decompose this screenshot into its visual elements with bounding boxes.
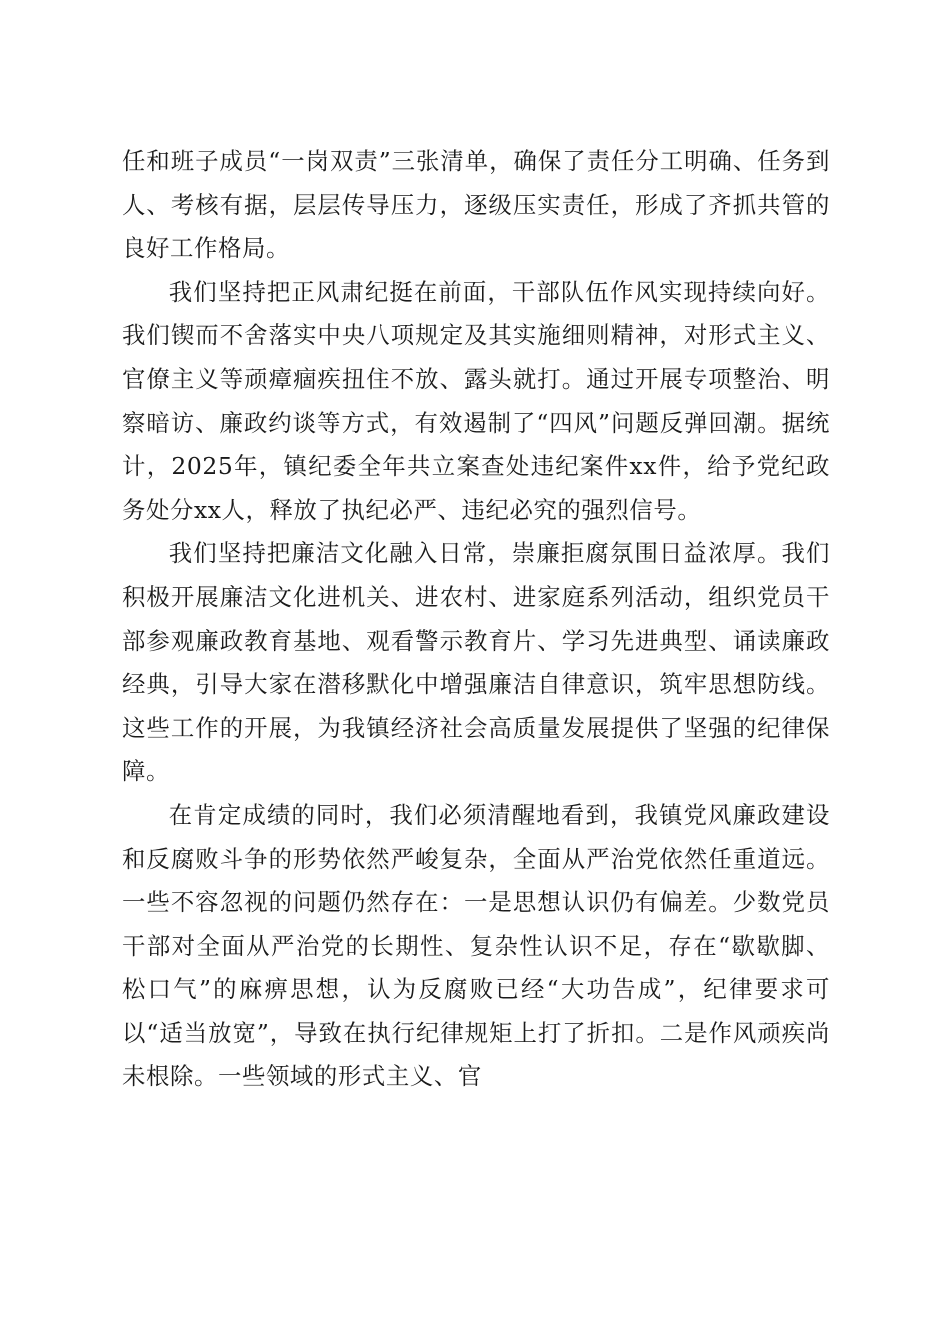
paragraph-existing-problems: 在肯定成绩的同时，我们必须清醒地看到，我镇党风廉政建设和反腐败斗争的形势依然严峻复杂，全面从严治党依然任重道远。一些不容忽视的问题仍然存在：一是思想认识仍有偏差。少数党员干部对全面从严治党的长期性、复杂性认识不足，存在“歇歇脚、松口气”的麻痹思想，认为反腐败已经“大功告成”，纪律要求可以“适当放宽”，导致在执行纪律规矩上打了折扣。二是作风顽疾尚未根除。一些领域的形式主义、官 xyxy=(122,800,830,1091)
body-text xyxy=(122,140,830,1099)
paragraph-responsibility-list: 任和班子成员“一岗双责”三张清单，确保了责任分工明确、任务到人、考核有据，层层传导压力，逐级压实责任，形成了齐抓共管的良好工作格局。 xyxy=(122,147,830,263)
paragraph-integrity-culture: 我们坚持把廉洁文化融入日常，崇廉拒腐氛围日益浓厚。我们积极开展廉洁文化进机关、进农村、进家庭系列活动，组织党员干部参观廉政教育基地、观看警示教育片、学习先进典型、诵读廉政经典，引导大家在潜移默化中增强廉洁自律意识，筑牢思想防线。这些工作的开展，为我镇经济社会高质量发展提供了坚强的纪律保障。 xyxy=(122,539,830,786)
paragraph-discipline-style: 我们坚持把正风肃纪挺在前面，干部队伍作风实现持续向好。我们锲而不舍落实中央八项规定及其实施细则精神，对形式主义、官僚主义等顽瘴痼疾扭住不放、露头就打。通过开展专项整治、明察暗访、廉政约谈等方式，有效遏制了“四风”问题反弹回潮。据统计，2025年，镇纪委全年共立案查处违纪案件xx件，给予党纪政务处分xx人，释放了执纪必严、违纪必究的强烈信号。 xyxy=(122,277,830,524)
